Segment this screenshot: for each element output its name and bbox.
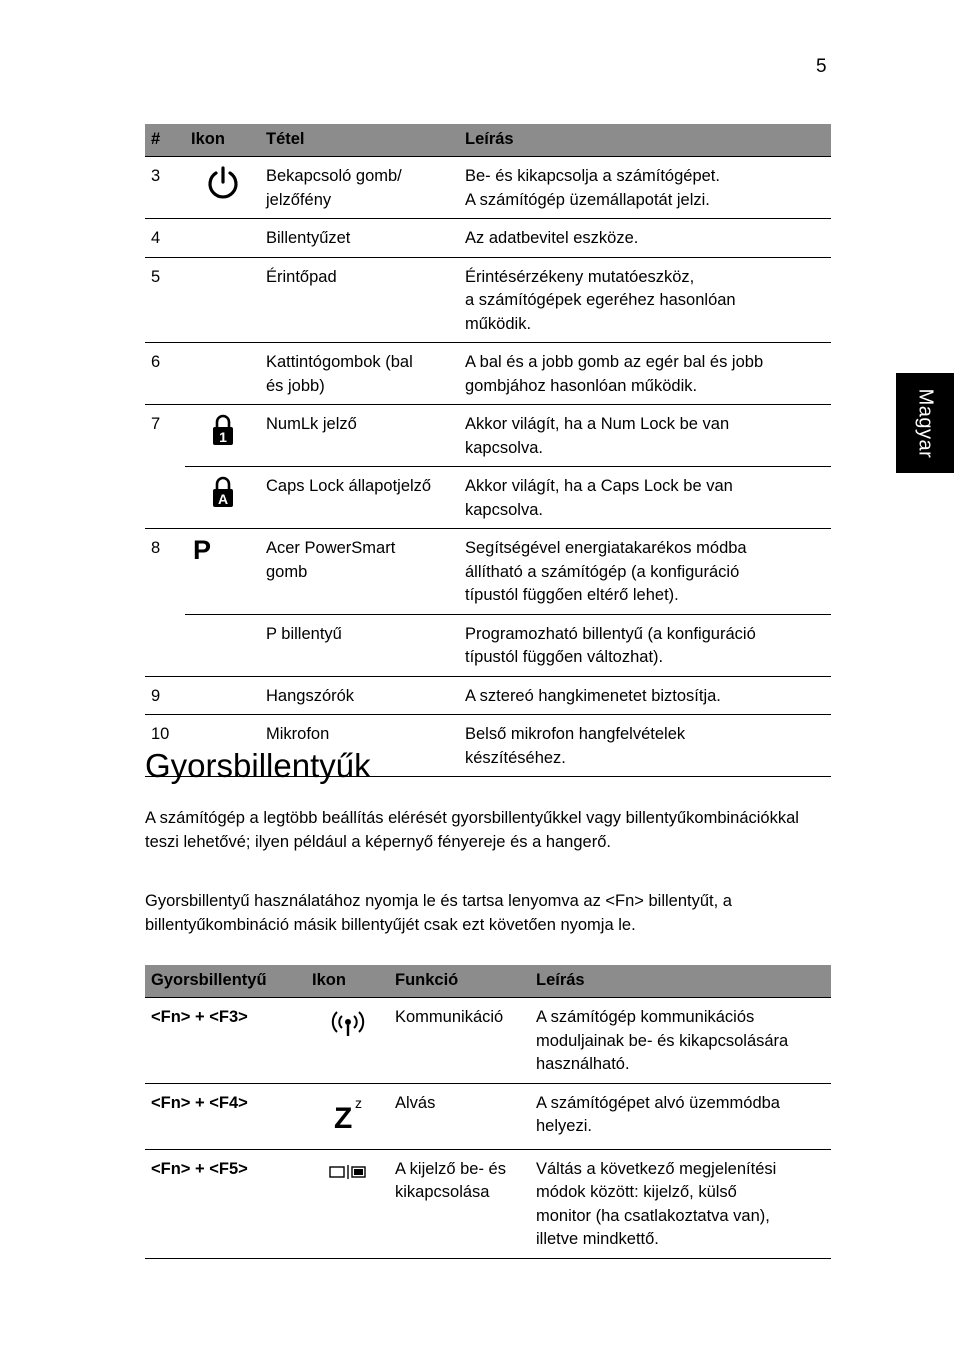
- table-header-row: [145, 965, 831, 998]
- numlock-icon: [210, 413, 236, 447]
- sleep-icon: [328, 1092, 368, 1132]
- table-row: [145, 157, 831, 219]
- table-row: [145, 257, 831, 343]
- icon-cell: [185, 467, 260, 529]
- hotkey-desc: A számítógép kommunikációs moduljainak be- és kikapcsolására használható.: [530, 998, 831, 1084]
- row-desc: Érintésérzékeny mutatóeszköz, a számítógépek egeréhez hasonlóan működik.: [459, 257, 831, 343]
- parts-table: [145, 124, 831, 777]
- row-item: Bekapcsoló gomb/ jelzőfény: [260, 157, 459, 219]
- icon-cell: [185, 257, 260, 343]
- hotkey-desc: Váltás a következő megjelenítési módok között: kijelző, külső monitor (ha csatlakoztatva van), illetve mindkettő.: [530, 1149, 831, 1258]
- row-num: 7: [151, 415, 161, 433]
- numlock-glyph: 1: [218, 429, 227, 445]
- table-header-row: [145, 124, 831, 157]
- icon-cell: [185, 614, 260, 676]
- row-item: Acer PowerSmart gomb: [260, 529, 459, 615]
- capslock-glyph: A: [217, 491, 228, 507]
- row-desc: Akkor világít, ha a Caps Lock be van kapcsolva.: [459, 467, 831, 529]
- row-item: NumLk jelző: [260, 405, 459, 467]
- col-header-hotkey: Gyorsbillentyű: [145, 965, 306, 998]
- row-num: 6: [145, 343, 185, 405]
- row-item: Kattintógombok (bal és jobb): [260, 343, 459, 405]
- hotkey-function: A kijelző be- és kikapcsolása: [389, 1149, 530, 1258]
- row-desc: A bal és a jobb gomb az egér bal és jobb gombjához hasonlóan működik.: [459, 343, 831, 405]
- hotkey-function: Alvás: [389, 1083, 530, 1149]
- power-icon: [206, 165, 240, 201]
- row-desc: Programozható billentyű (a konfiguráció típustól függően változhat).: [459, 614, 831, 676]
- row-desc: Segítségével energiatakarékos módba állítható a számítógép (a konfiguráció típustól függően eltérő lehet).: [459, 529, 831, 615]
- row-item: P billentyű: [260, 614, 459, 676]
- row-item: Caps Lock állapotjelző: [260, 467, 459, 529]
- col-header-icon: Ikon: [306, 965, 389, 998]
- hotkey-desc: A számítógépet alvó üzemmódba helyezi.: [530, 1083, 831, 1149]
- row-num: 5: [145, 257, 185, 343]
- icon-cell: [306, 998, 389, 1084]
- intro-paragraph: A számítógép a legtöbb beállítás elérését gyorsbillentyűkkel vagy billentyűkombinációkkal teszi lehetővé; ilyen például a képernyő fényereje és a hangerő.: [145, 809, 799, 851]
- row-desc: Az adatbevitel eszköze.: [459, 219, 831, 258]
- table-row: [145, 1083, 831, 1149]
- table-row: [145, 343, 831, 405]
- icon-cell: [306, 1083, 389, 1149]
- hotkey-table: [145, 965, 831, 1259]
- row-desc: Be- és kikapcsolja a számítógépet. A számítógép üzemállapotát jelzi.: [459, 157, 831, 219]
- hotkey-combo: <Fn> + <F5>: [145, 1149, 306, 1258]
- hotkey-combo: <Fn> + <F3>: [145, 998, 306, 1084]
- row-item: Billentyűzet: [260, 219, 459, 258]
- col-header-desc: Leírás: [459, 124, 831, 157]
- row-desc: Akkor világít, ha a Num Lock be van kapcsolva.: [459, 405, 831, 467]
- capslock-icon: [210, 475, 236, 509]
- p-icon: P: [193, 535, 212, 565]
- table-row: [145, 219, 831, 258]
- row-desc: Belső mikrofon hangfelvételek készítéséhez.: [459, 715, 831, 777]
- icon-cell: [185, 157, 260, 219]
- row-item: Mikrofon: [260, 715, 459, 777]
- display-toggle-icon: [328, 1164, 368, 1180]
- icon-cell: [185, 529, 260, 615]
- icon-cell: [185, 676, 260, 715]
- row-num: 3: [145, 157, 185, 219]
- table-row: [145, 676, 831, 715]
- row-num: 10: [145, 715, 185, 777]
- icon-cell: [185, 405, 260, 467]
- row-num: 4: [145, 219, 185, 258]
- row-num: [145, 467, 185, 529]
- sleep-glyph-small: z: [354, 1094, 362, 1111]
- row-num: [145, 614, 185, 676]
- sleep-glyph-big: Z: [333, 1101, 352, 1132]
- section-title: Gyorsbillentyűk: [145, 747, 371, 784]
- icon-cell: [185, 219, 260, 258]
- wireless-icon: [328, 1010, 368, 1040]
- table-row: [145, 467, 831, 529]
- icon-cell: [185, 343, 260, 405]
- language-tab-label: Magyar: [914, 388, 937, 458]
- col-header-item: Tétel: [260, 124, 459, 157]
- col-header-icon: Ikon: [185, 124, 260, 157]
- row-item: Hangszórók: [260, 676, 459, 715]
- hotkey-function: Kommunikáció: [389, 998, 530, 1084]
- table-row: [145, 614, 831, 676]
- row-num: 9: [145, 676, 185, 715]
- page-number: 5: [816, 56, 827, 77]
- col-header-num: #: [145, 124, 185, 157]
- table-row: [145, 1149, 831, 1258]
- table-row: [145, 405, 831, 467]
- col-header-function: Funkció: [389, 965, 530, 998]
- hotkey-combo: <Fn> + <F4>: [145, 1083, 306, 1149]
- col-header-desc: Leírás: [530, 965, 831, 998]
- row-num: 8: [151, 539, 161, 557]
- row-desc: A sztereó hangkimenetet biztosítja.: [459, 676, 831, 715]
- icon-cell: [306, 1149, 389, 1258]
- table-row: [145, 998, 831, 1084]
- table-row: [145, 529, 831, 615]
- row-item: Érintőpad: [260, 257, 459, 343]
- usage-paragraph: Gyorsbillentyű használatához nyomja le és tartsa lenyomva az <Fn> billentyűt, a billentyűkombináció másik billentyűjét csak ezt követően nyomja le.: [145, 892, 732, 934]
- language-tab: [896, 373, 954, 473]
